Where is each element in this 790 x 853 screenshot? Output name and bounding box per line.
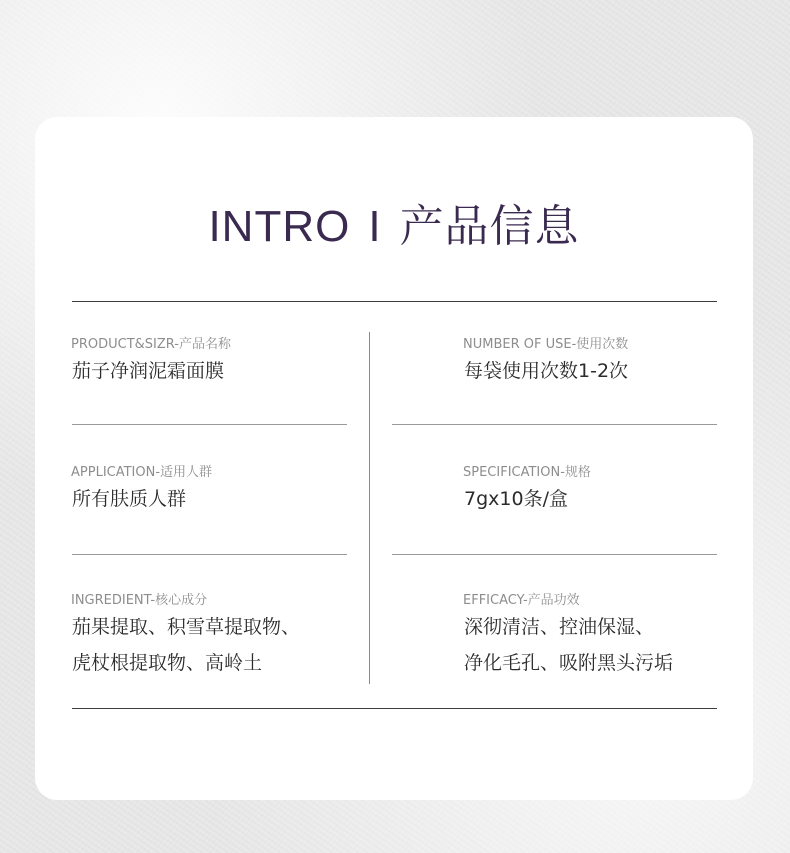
- ingredient-value-line-2: 虎杖根提取物、高岭土: [72, 652, 263, 674]
- bottom-rule: [72, 708, 717, 709]
- title-latin: INTRO: [208, 202, 351, 251]
- application-value: 所有肤质人群: [72, 488, 187, 510]
- row-divider-right-2: [392, 554, 717, 555]
- row-divider-right-1: [392, 424, 717, 425]
- efficacy-value-line-2: 净化毛孔、吸附黑头污垢: [464, 652, 674, 674]
- section-title: [35, 199, 753, 255]
- number-of-use-value: 每袋使用次数1-2次: [464, 360, 629, 382]
- top-rule: [72, 301, 717, 302]
- product-info-card: [35, 117, 753, 800]
- specification-label: SPECIFICATION-规格: [463, 465, 591, 480]
- application-label: APPLICATION-适用人群: [71, 465, 213, 480]
- column-divider: [369, 332, 370, 684]
- row-divider-left-1: [72, 424, 347, 425]
- specification-value: 7gx10条/盒: [464, 488, 568, 510]
- ingredient-label: INGREDIENT-核心成分: [71, 593, 208, 608]
- title-separator: I: [368, 202, 382, 251]
- product-name-value: 茄子净润泥霜面膜: [72, 360, 225, 382]
- efficacy-label: EFFICACY-产品功效: [463, 593, 580, 608]
- product-name-label: PRODUCT&SIZR-产品名称: [71, 337, 231, 352]
- number-of-use-label: NUMBER OF USE-使用次数: [463, 337, 629, 352]
- row-divider-left-2: [72, 554, 347, 555]
- title-chinese: 产品信息: [399, 201, 580, 252]
- ingredient-value-line-1: 茄果提取、积雪草提取物、: [72, 616, 301, 638]
- efficacy-value-line-1: 深彻清洁、控油保湿、: [464, 616, 655, 638]
